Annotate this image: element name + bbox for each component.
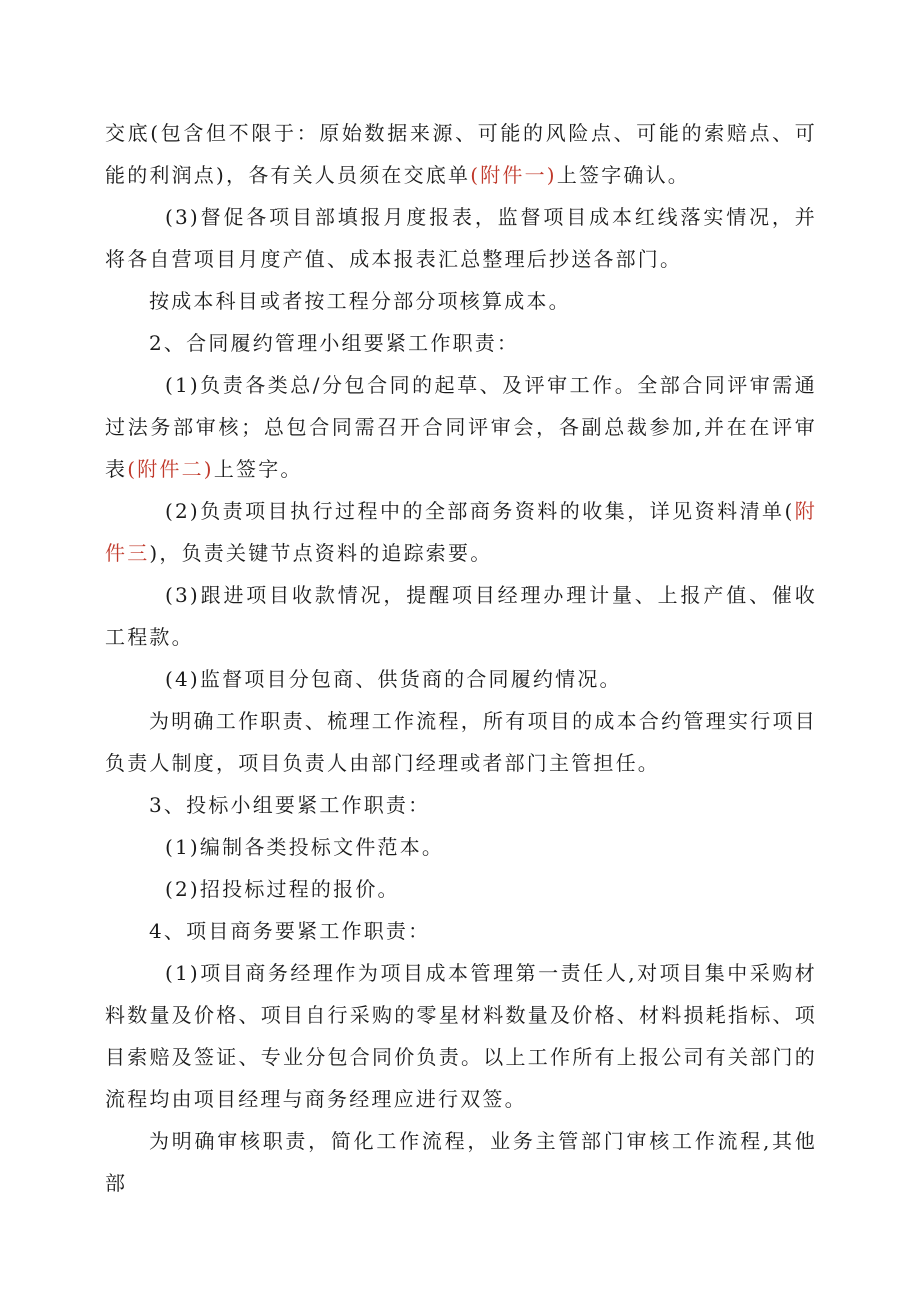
paragraph	[105, 826, 817, 868]
paragraph	[105, 784, 817, 826]
paragraph-text: 4、项目商务要紧工作职责：	[149, 919, 431, 943]
paragraph	[105, 364, 817, 490]
attachment-reference: (附件一)	[470, 163, 557, 187]
paragraph-text: 上签字。	[213, 457, 303, 481]
paragraph	[105, 910, 817, 952]
paragraph	[105, 574, 817, 658]
paragraph	[105, 658, 817, 700]
paragraph-text: (1)项目商务经理作为项目成本管理第一责任人,对项目集中采购材料数量及价格、项目自行采购的零星材料数量及价格、材料损耗指标、项目索赔及签证、专业分包合同价负责。以上工作所有上报公司有关部门的流程均由项目经理与商务经理应进行双签。	[105, 961, 817, 1111]
paragraph-text: 按成本科目或者按工程分部分项核算成本。	[149, 289, 571, 313]
paragraph	[105, 700, 817, 784]
paragraph	[105, 280, 817, 322]
paragraph-text: (1)编制各类投标文件范本。	[165, 835, 445, 859]
paragraph-text: 上签字确认。	[556, 163, 691, 187]
paragraph	[105, 112, 817, 196]
paragraph-text: (2)招投标过程的报价。	[165, 877, 400, 901]
paragraph-text: (3)跟进项目收款情况，提醒项目经理办理计量、上报产值、催收工程款。	[105, 583, 817, 649]
paragraph	[105, 490, 817, 574]
paragraph-text: 为明确工作职责、梳理工作流程，所有项目的成本合约管理实行项目负责人制度，项目负责人由部门经理或者部门主管担任。	[105, 709, 817, 775]
paragraph-text: 为明确审核职责，简化工作流程，业务主管部门审核工作流程,其他部	[105, 1129, 817, 1195]
paragraph	[105, 322, 817, 364]
paragraph-text: )，负责关键节点资料的追踪索要。	[149, 541, 493, 565]
paragraph-text: 2、合同履约管理小组要紧工作职责：	[149, 331, 520, 355]
paragraph-text: 交底(包含但不限于：原始数据来源、可能的风险点、可能的索赔点、可能的利润点)，各有关人员须在交底单	[105, 121, 817, 187]
paragraph	[105, 196, 817, 280]
paragraph	[105, 952, 817, 1120]
document-page	[105, 112, 817, 1204]
attachment-reference: (附件二)	[127, 457, 214, 481]
paragraph-text: (4)监督项目分包商、供货商的合同履约情况。	[165, 667, 622, 691]
paragraph-text: (1)负责各类总/分包合同的起草、及评审工作。全部合同评审需通过法务部审核；总包合同需召开合同评审会，各副总裁参加,并在在评审表	[105, 373, 817, 481]
paragraph	[105, 1120, 817, 1204]
paragraph-text: 3、投标小组要紧工作职责：	[149, 793, 431, 817]
paragraph-text: (2)负责项目执行过程中的全部商务资料的收集，详见资料清单(	[165, 499, 795, 523]
paragraph	[105, 868, 817, 910]
attachment-reference: 附件三	[105, 499, 817, 565]
paragraph-text: (3)督促各项目部填报月度报表，监督项目成本红线落实情况，并将各自营项目月度产值、成本报表汇总整理后抄送各部门。	[105, 205, 817, 271]
